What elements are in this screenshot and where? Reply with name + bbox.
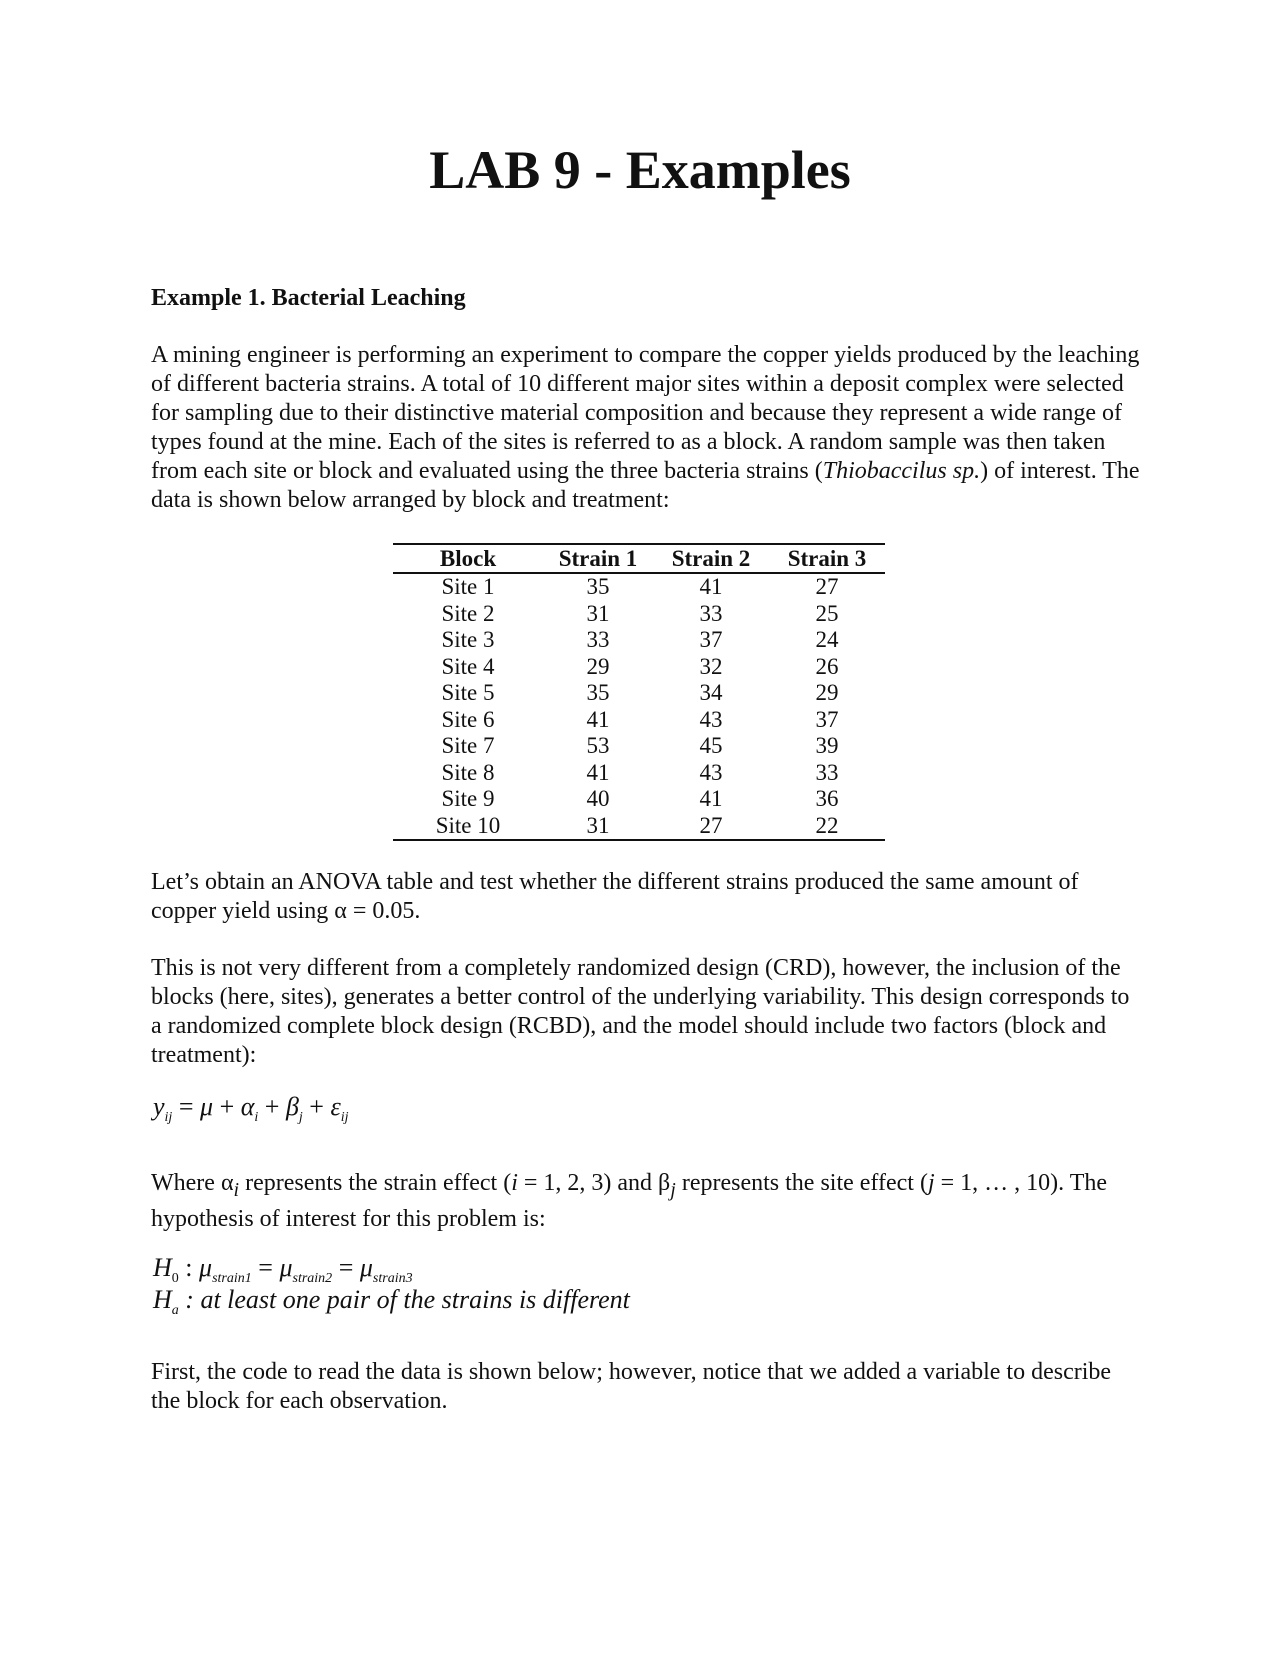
block-cell: Site 6 xyxy=(441,706,495,732)
strain-2-cell: 32 xyxy=(699,653,723,679)
data-table xyxy=(393,543,885,841)
strain-3-cell: 36 xyxy=(815,786,839,811)
block-cell: Site 9 xyxy=(441,786,495,811)
strain-1-cell: 41 xyxy=(586,759,610,785)
strain-1-cell: 35 xyxy=(586,574,610,599)
block-cell: Site 2 xyxy=(441,600,495,626)
page-title: LAB 9 - Examples xyxy=(429,140,851,200)
anova-paragraph: Let’s obtain an ANOVA table and test whether the different strains produced the same amount of copper yield using α = 0.05. xyxy=(151,869,1079,924)
example-heading: Example 1. Bacterial Leaching xyxy=(151,285,466,311)
block-cell: Site 5 xyxy=(441,680,495,705)
header-strain-2: Strain 2 xyxy=(653,544,769,573)
table-body xyxy=(393,573,885,840)
header-strain-3: Strain 3 xyxy=(769,544,885,573)
block-cell: Site 3 xyxy=(441,627,495,652)
strain-3-cell: 26 xyxy=(815,653,839,679)
strain-3-cell: 33 xyxy=(815,759,839,785)
alternative-hypothesis: $H_a$ : at least one pair of the strains is different xyxy=(153,1285,630,1318)
table-row xyxy=(393,654,885,681)
header-block: Block xyxy=(393,544,543,573)
strain-2-cell: 43 xyxy=(699,706,723,732)
strain-1-cell: 41 xyxy=(586,706,610,732)
table-row xyxy=(393,680,885,707)
strain-1-cell: 31 xyxy=(543,813,653,841)
model-equation: $y_{ij} = \mu + \alpha_i + \beta_j + \varepsilon_{ij}$ xyxy=(153,1092,349,1125)
table-row xyxy=(393,601,885,628)
block-cell: Site 1 xyxy=(441,574,495,599)
strain-2-cell: 27 xyxy=(653,813,769,841)
strain-1-cell: 35 xyxy=(586,680,610,705)
null-hypothesis: $H_0$ : $\mu_{strain1} = \mu_{strain2} = \mu_{strain3}$ xyxy=(153,1253,413,1286)
block-cell: Site 8 xyxy=(441,759,495,785)
strain-1-cell: 33 xyxy=(586,627,610,652)
block-cell: Site 4 xyxy=(441,653,495,679)
strain-2-cell: 41 xyxy=(699,574,723,599)
table-row xyxy=(393,733,885,760)
strain-3-cell: 27 xyxy=(815,574,839,599)
table-row xyxy=(393,707,885,734)
strain-3-cell: 22 xyxy=(769,813,885,841)
block-cell: Site 10 xyxy=(393,813,543,841)
table-row xyxy=(393,573,885,601)
strain-3-cell: 39 xyxy=(815,733,839,758)
strain-3-cell: 25 xyxy=(815,600,839,626)
strain-3-cell: 29 xyxy=(815,680,839,705)
rcbd-paragraph: This is not very different from a completely randomized design (CRD), however, the inclusion of the blocks (here, sites), generates a better control of the underlying variability. This design corresponds to a randomized complete block design (RCBD), and the model should include two factors (block and treatment): xyxy=(151,955,1130,1068)
header-strain-1: Strain 1 xyxy=(543,544,653,573)
table-row xyxy=(393,813,885,841)
block-cell: Site 7 xyxy=(441,733,495,758)
strain-1-cell: 40 xyxy=(586,786,610,811)
strain-1-cell: 31 xyxy=(586,600,610,626)
strain-2-cell: 34 xyxy=(699,680,723,705)
strain-1-cell: 29 xyxy=(586,653,610,679)
strain-2-cell: 41 xyxy=(699,786,723,811)
strain-3-cell: 37 xyxy=(815,706,839,732)
strain-1-cell: 53 xyxy=(586,733,610,758)
table-row xyxy=(393,627,885,654)
table-row xyxy=(393,760,885,787)
strain-2-cell: 37 xyxy=(699,627,723,652)
effects-paragraph: Where $\alpha_i$ represents the strain effect (i = 1, 2, 3) and $\beta_j$ represents the site effect (j = 1, … , 10). The hypothesis of interest for this problem is: xyxy=(151,1170,1108,1232)
intro-paragraph: A mining engineer is performing an experiment to compare the copper yields produced by the leaching of different bacteria strains. A total of 10 different major sites within a deposit complex were selected for sampling due to their distinctive material composition and because they represent a wide range of types found at the mine. Each of the sites is referred to as a block. A random sample was then taken from each site or block and evaluated using the three bacteria strains (Thiobaccilus sp.) of interest. The data is shown below arranged by block and treatment: xyxy=(151,342,1140,513)
strain-2-cell: 43 xyxy=(699,759,723,785)
strain-2-cell: 45 xyxy=(699,733,723,758)
species-name: Thiobaccilus sp. xyxy=(822,458,981,484)
strain-3-cell: 24 xyxy=(815,627,839,652)
table-header-row xyxy=(393,544,885,573)
code-intro-paragraph: First, the code to read the data is shown below; however, notice that we added a variable to describe the block for each observation. xyxy=(151,1359,1112,1414)
table-row xyxy=(393,786,885,813)
strain-2-cell: 33 xyxy=(699,600,723,626)
